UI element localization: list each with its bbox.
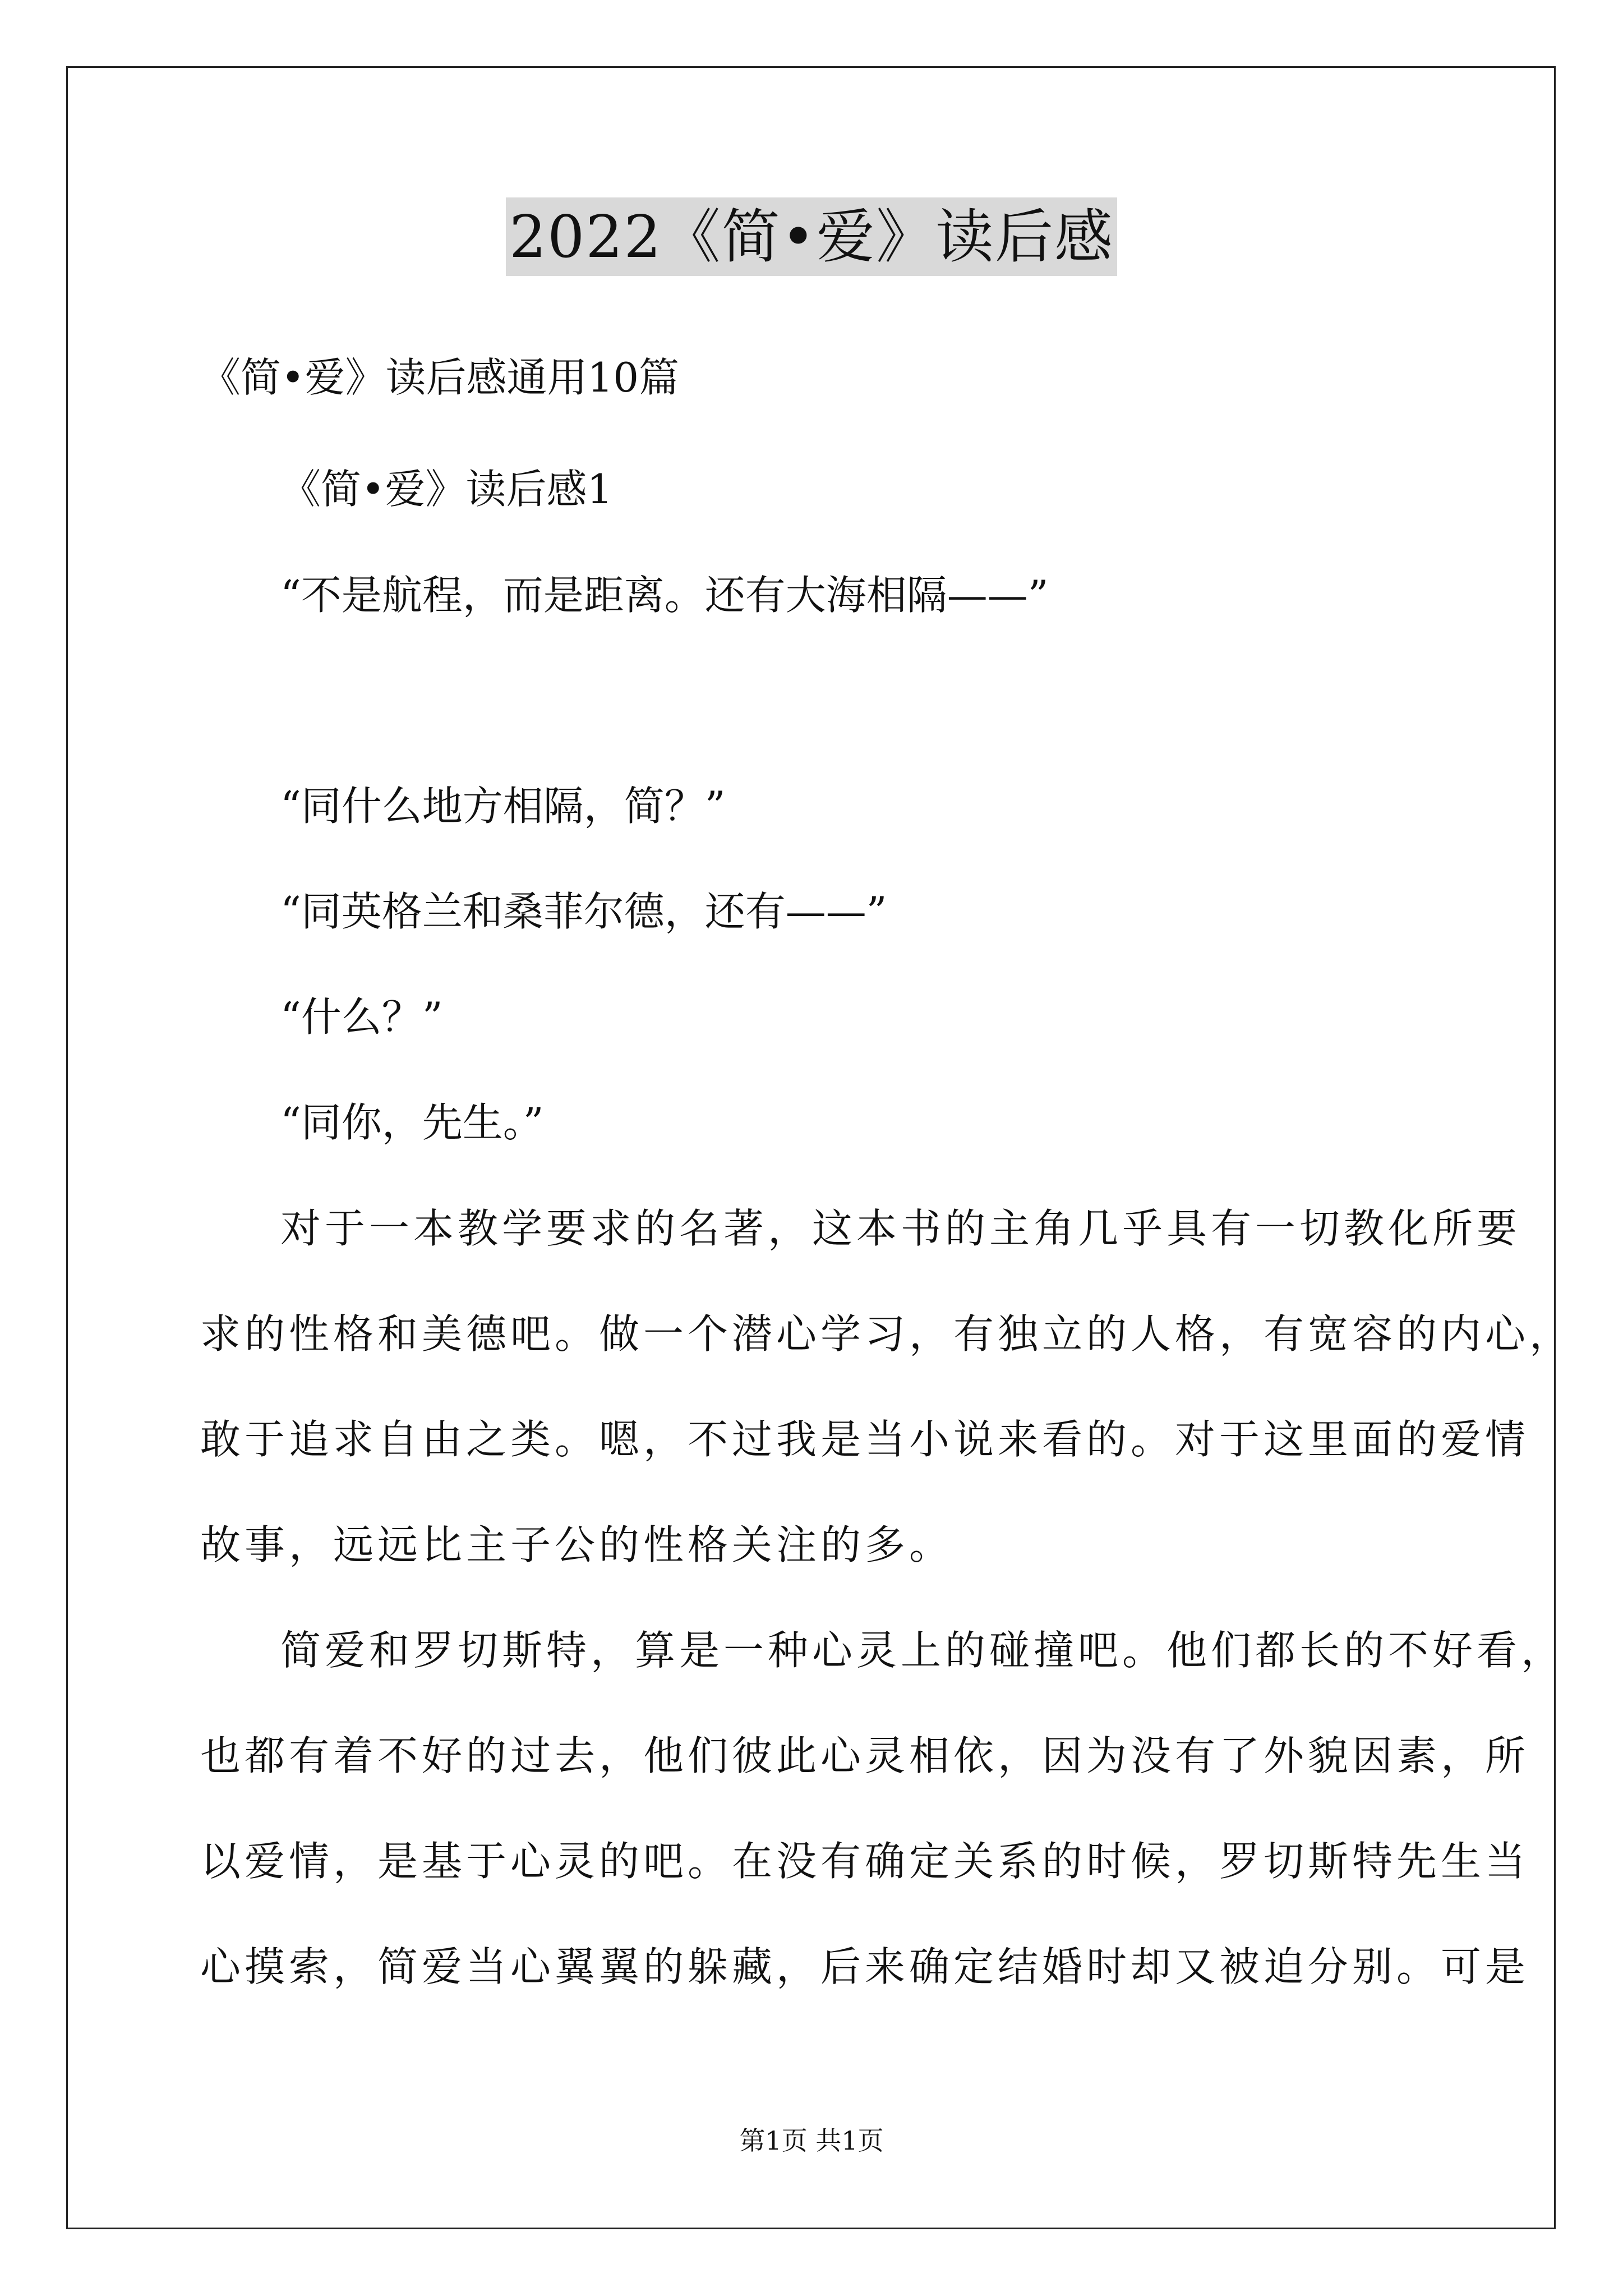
- paragraph-line: 求的性格和美德吧。做一个潜心学习，有独立的人格，有宽容的内心，: [200, 1310, 1574, 1358]
- dialogue-line: “什么？”: [280, 993, 443, 1041]
- page-footer: 第1页 共1页: [739, 2125, 884, 2156]
- dialogue-line: “同你，先生。”: [280, 1099, 544, 1146]
- dialogue-line: “同什么地方相隔，简？”: [280, 783, 726, 830]
- document-subtitle: 《简•爱》读后感通用10篇: [200, 354, 680, 401]
- paragraph-line: 也都有着不好的过去，他们彼此心灵相依，因为没有了外貌因素，所: [200, 1732, 1530, 1779]
- title-container: [0, 197, 1623, 276]
- paragraph-line: 对于一本教学要求的名著，这本书的主角几乎具有一切教化所要: [280, 1205, 1521, 1252]
- paragraph-line: 简爱和罗切斯特，算是一种心灵上的碰撞吧。他们都长的不好看，: [280, 1627, 1566, 1674]
- paragraph-line: 以爱情，是基于心灵的吧。在没有确定关系的时候，罗切斯特先生当: [200, 1838, 1530, 1885]
- dialogue-line: “同英格兰和桑菲尔德，还有——”: [280, 888, 887, 935]
- section-heading: 《简•爱》读后感1: [280, 466, 613, 513]
- dialogue-line: “不是航程，而是距离。还有大海相隔——”: [280, 572, 1049, 619]
- paragraph-line: 心摸索，简爱当心翼翼的躲藏，后来确定结婚时却又被迫分别。可是: [200, 1943, 1530, 1990]
- document-title: 2022《简•爱》读后感: [506, 197, 1117, 276]
- paragraph-line: 敢于追求自由之类。嗯，不过我是当小说来看的。对于这里面的爱情: [200, 1416, 1530, 1463]
- paragraph-line: 故事，远远比主子公的性格关注的多。: [200, 1521, 954, 1568]
